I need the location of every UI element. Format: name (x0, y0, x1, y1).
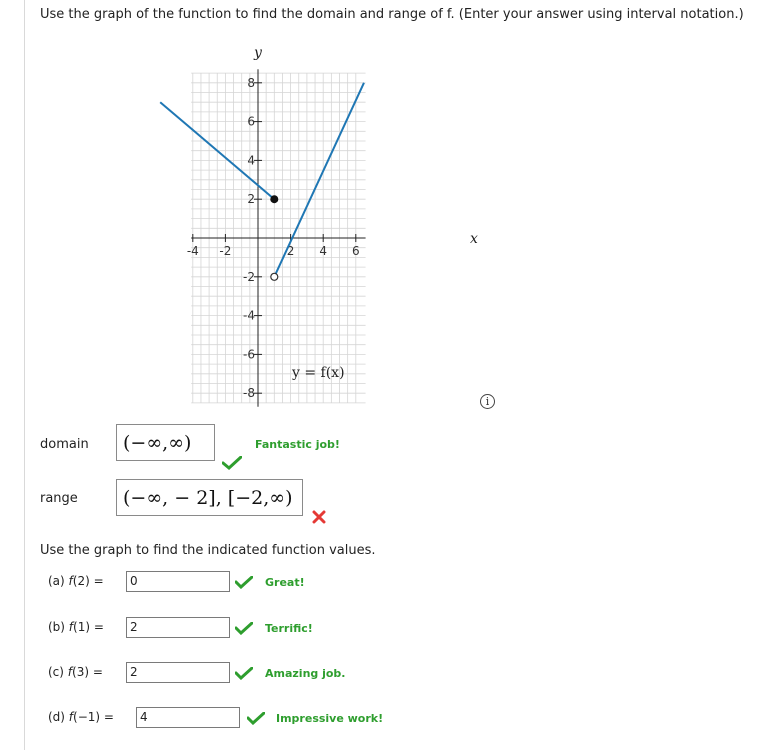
y-tick-label: 2 (247, 192, 255, 207)
x-axis-label: x (470, 231, 478, 247)
function-value-input[interactable]: 2 (126, 662, 230, 683)
x-tick-label: -4 (186, 244, 199, 258)
range-label: range (40, 491, 78, 506)
function-argument: (1) = (73, 620, 104, 634)
check-icon (235, 576, 253, 589)
x-tick-label: 6 (351, 244, 360, 258)
range-answer-box[interactable]: (−∞, − 2], [−2,∞) (116, 479, 303, 516)
info-icon[interactable]: i (480, 394, 495, 409)
function-argument: (2) = (72, 574, 104, 588)
function-name: f (68, 574, 73, 588)
function-value-input[interactable]: 0 (126, 571, 230, 592)
function-name: f (67, 665, 73, 679)
check-icon (235, 622, 253, 635)
function-value-input[interactable]: 2 (126, 617, 230, 638)
feedback-text: Amazing job. (265, 667, 346, 680)
y-tick-label: 4 (247, 153, 255, 168)
x-tick-label: 2 (286, 244, 295, 258)
y-tick-label: -8 (243, 386, 255, 401)
domain-feedback: Fantastic job! (255, 438, 340, 451)
part-label: (c) (48, 665, 68, 679)
function-argument: (3) = (72, 665, 103, 679)
x-tick-label: 4 (319, 244, 328, 258)
domain-check-icon (222, 456, 242, 470)
check-icon (247, 712, 265, 725)
feedback-text: Great! (265, 576, 305, 589)
part-label: (a) (48, 574, 69, 588)
y-tick-label: -2 (243, 269, 255, 284)
function-value-label (48, 665, 103, 679)
part-label: (b) (48, 620, 69, 634)
y-tick-label: 6 (247, 114, 255, 129)
question-text: Use the graph of the function to find the domain and range of f. (Enter your answer using interval notation.) (40, 7, 744, 22)
function-value-label (48, 620, 104, 634)
domain-label: domain (40, 437, 89, 452)
y-tick-label: -4 (243, 308, 255, 323)
function-label: y = f(x) (292, 365, 345, 381)
closed-point (270, 195, 278, 203)
part-label: (d) (48, 710, 69, 724)
y-tick-label: 8 (247, 75, 255, 90)
domain-answer-box[interactable]: (−∞,∞) (116, 424, 215, 461)
check-icon (235, 667, 253, 680)
feedback-text: Impressive work! (276, 712, 384, 725)
x-tick-label: -2 (219, 244, 232, 258)
y-tick-label: -6 (243, 347, 255, 362)
function-argument: (−1) = (73, 710, 114, 724)
function-name: f (68, 710, 74, 724)
open-point (271, 273, 278, 280)
function-value-label (48, 574, 104, 588)
function-value-input[interactable]: 4 (136, 707, 240, 728)
function-values-prompt: Use the graph to find the indicated function values. (40, 543, 376, 558)
feedback-text: Terrific! (265, 622, 313, 635)
function-name: f (68, 620, 74, 634)
y-axis-label: y (254, 45, 262, 61)
range-cross-icon (312, 510, 326, 524)
function-value-label (48, 710, 114, 724)
